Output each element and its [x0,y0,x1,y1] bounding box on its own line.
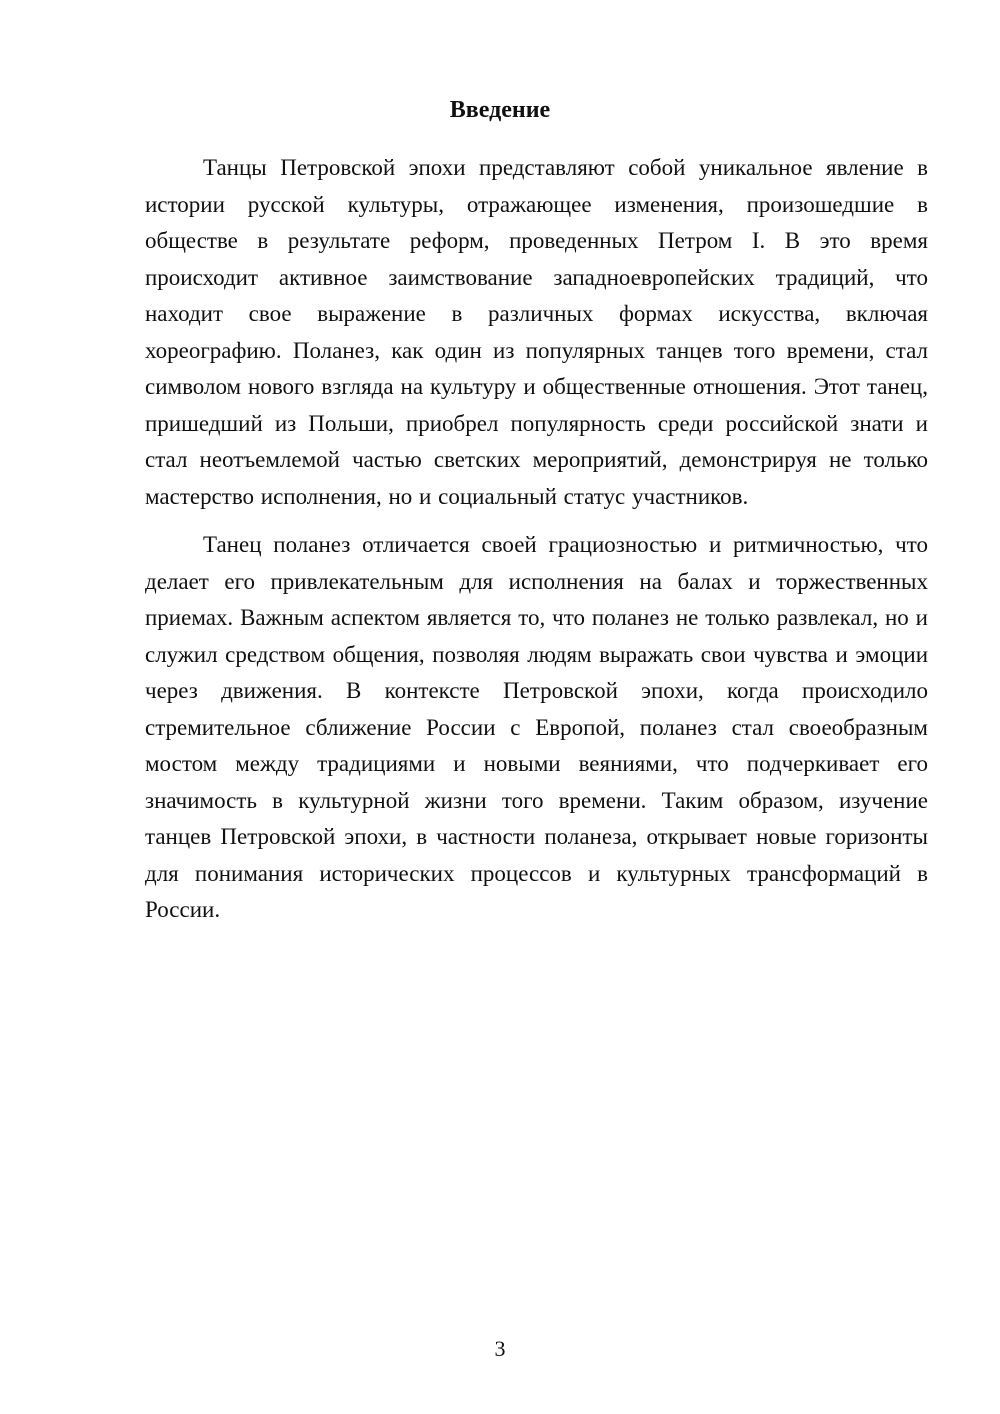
section-heading: Введение [449,97,551,123]
paragraph-1: Танцы Петровской эпохи представляют собой уникальное явление в истории русской культуры, отражающее изменения, произошедшие в обществе в результате реформ, проведенных Петром I. В это время происходит активное заимствование западноевропейских традиций, что находит свое выражение в различных формах искусства, включая хореографию. Поланез, как один из популярных танцев того времени, стал символом нового взгляда на культуру и общественные отношения. Этот танец, пришедший из Польши, приобрел популярность среди российской знати и стал неотъемлемой частью светских мероприятий, демонстрируя не только мастерство исполнения, но и социальный статус участников. [145,155,928,509]
body-text [145,150,928,929]
page-number: 3 [494,1336,506,1361]
paragraph-2: Танец поланез отличается своей грациозностью и ритмичностью, что делает его привлекательным для исполнения на балах и торжественных приемах. Важным аспектом является то, что поланез не только развлекал, но и служил средством общения, позволяя людям выражать свои чувства и эмоции через движения. В контексте Петровской эпохи, когда происходило стремительное сближение России с Европой, поланез стал своеобразным мостом между традициями и новыми веяниями, что подчеркивает его значимость в культурной жизни того времени. Таким образом, изучение танцев Петровской эпохи, в частности поланеза, открывает новые горизонты для понимания исторических процессов и культурных трансформаций в России. [145,532,928,922]
